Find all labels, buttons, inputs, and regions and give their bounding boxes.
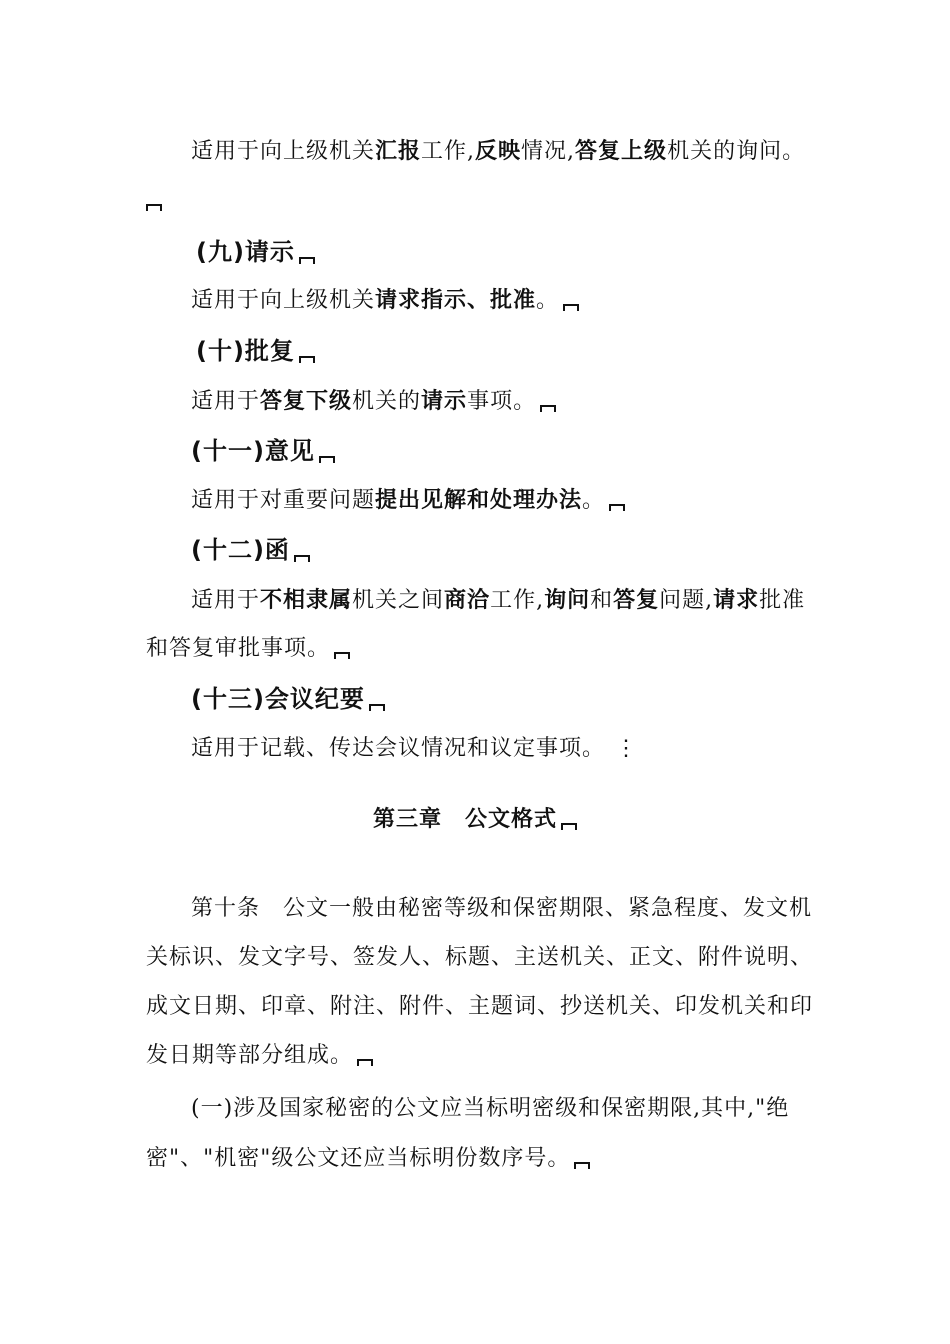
heading-request [196, 236, 315, 268]
paragraph-report-line [191, 136, 805, 167]
text-bold: 答复 [613, 587, 660, 613]
paragraph-letter-line-2 [146, 634, 350, 664]
text: 第十条 公文一般由秘密等级和保密期限、紧急程度、发文机 [191, 896, 813, 921]
article-10-line-4 [146, 1041, 373, 1071]
text-bold: 提出见解和处理办法 [375, 487, 583, 513]
heading-text: (十二)函 [191, 536, 290, 564]
paragraph-mark-icon [574, 1162, 590, 1169]
text: (一)涉及国家秘密的公文应当标明密级和保密期限,其中,"绝 [191, 1096, 790, 1121]
text: 机关的 [352, 389, 422, 414]
text-bold: 汇报 [375, 138, 422, 164]
text: 适用于 [191, 588, 261, 613]
text: 成文日期、印章、附注、附件、主题词、抄送机关、印发机关和印 [146, 994, 814, 1019]
text-bold: 请示 [421, 388, 468, 414]
paragraph-reply [191, 386, 556, 417]
text: 机关之间 [352, 588, 445, 613]
chapter-title-text: 第三章 公文格式 [372, 806, 557, 832]
text: 问题, [659, 588, 714, 613]
heading-reply [196, 335, 315, 367]
paragraph-request [191, 285, 579, 316]
text-bold: 询问 [544, 587, 591, 613]
item-1-line-1 [191, 1094, 789, 1124]
text: 事项。 [467, 389, 537, 414]
text: 适用于对重要问题 [191, 488, 376, 513]
text: 关标识、发文字号、签发人、标题、主送机关、正文、附件说明、 [146, 945, 814, 970]
paragraph-mark-icon [319, 456, 335, 463]
text-bold: 请求指示、批准 [375, 287, 537, 313]
heading-text: (十一)意见 [191, 437, 315, 465]
text: 工作, [490, 588, 545, 613]
text-bold: 请求 [713, 587, 760, 613]
text: 。 [536, 288, 560, 313]
heading-text: (十三)会议纪要 [191, 685, 365, 713]
paragraph-letter-line-1 [191, 585, 805, 616]
text: 和答复审批事项。 [146, 636, 331, 661]
text: 机关的询问。 [667, 139, 806, 164]
paragraph-mark-icon [299, 257, 315, 264]
text: 密"、"机密"级公文还应当标明份数序号。 [146, 1146, 571, 1171]
paragraph-mark-icon [357, 1059, 373, 1066]
text: 工作, [421, 139, 476, 164]
text: 和 [590, 588, 614, 613]
paragraph-mark-icon [561, 823, 577, 830]
heading-opinion [191, 435, 335, 467]
heading-text: (十)批复 [196, 337, 295, 365]
item-1-line-2 [146, 1144, 590, 1174]
chapter-title [0, 804, 950, 834]
text: 。 [582, 488, 606, 513]
text-bold: 反映 [475, 138, 522, 164]
text-bold: 答复上级 [575, 138, 668, 164]
article-10-line-3 [146, 992, 813, 1022]
text-bold: 不相隶属 [260, 587, 353, 613]
text: 情况, [521, 139, 576, 164]
article-10-line-2 [146, 943, 813, 973]
paragraph-mark-icon [334, 652, 350, 659]
article-10-line-1 [191, 894, 812, 924]
text-bold: 商洽 [444, 587, 491, 613]
paragraph-minutes [191, 734, 638, 764]
text: 适用于向上级机关 [191, 288, 376, 313]
paragraph-mark-icon [563, 304, 579, 311]
paragraph-mark-icon [146, 204, 162, 211]
heading-text: (九)请示 [196, 238, 295, 266]
heading-minutes [191, 683, 385, 715]
text: 适用于记载、传达会议情况和议定事项。 [191, 736, 606, 761]
paragraph-mark-icon [294, 555, 310, 562]
text: 适用于 [191, 389, 261, 414]
text-bold: 答复下级 [260, 388, 353, 414]
paragraph-mark-icon [540, 405, 556, 412]
section-break-mark: ⋮ [615, 736, 639, 761]
paragraph-mark-icon [369, 704, 385, 711]
paragraph-mark-icon [299, 356, 315, 363]
text: 适用于向上级机关 [191, 139, 376, 164]
heading-letter [191, 534, 310, 566]
paragraph-mark-icon [609, 504, 625, 511]
text: 发日期等部分组成。 [146, 1043, 354, 1068]
text: 批准 [759, 588, 806, 613]
paragraph-opinion [191, 485, 625, 516]
